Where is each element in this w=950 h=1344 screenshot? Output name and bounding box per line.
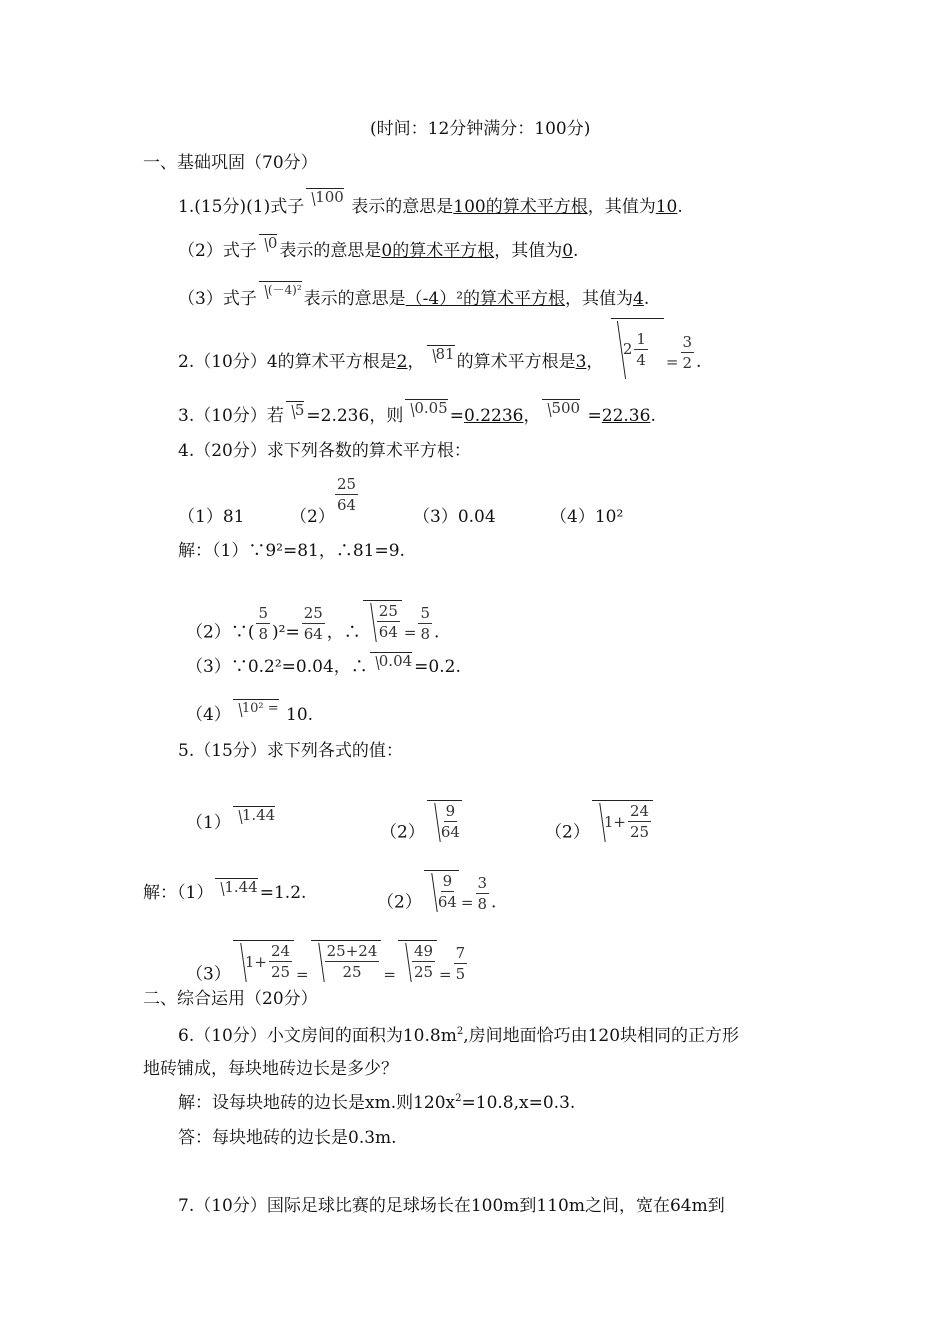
question-6-line-1 — [178, 1025, 739, 1047]
q5-solution-1 — [143, 878, 307, 904]
sqrt-symbol: 10² = — [233, 699, 279, 717]
equals: = — [383, 965, 396, 984]
fraction: $\frac{25}{64}$ — [337, 475, 357, 514]
q1-prefix: （3）式子 — [178, 289, 257, 309]
section-title-basic: 一、基础巩固（70分） — [143, 153, 318, 173]
q3-answer-1: 0.2236 — [463, 406, 524, 426]
q1-text: 表示的意思是 — [345, 197, 454, 217]
q1-answer-meaning: 100的算术平方根 — [453, 197, 588, 217]
q2-text: 的算术平方根是 — [456, 352, 576, 372]
equals: = — [449, 406, 464, 426]
sqrt-symbol: 5 — [286, 401, 305, 419]
sqrt-fraction: $\frac{9}{64}$ — [427, 800, 462, 842]
equals: = — [296, 965, 309, 984]
q2-answer-1: 2 — [396, 352, 408, 372]
q4-text: （2）∵( — [186, 622, 255, 643]
question-1-line-1: 1.(15分)(1)式子 100 表示的意思是100的算术平方根，其值为10. — [178, 188, 683, 217]
equals: = — [460, 893, 474, 912]
question-6-solution — [178, 1092, 575, 1114]
q2-answer-2: 3 — [575, 352, 587, 372]
fraction: $\frac{25}{64}$ — [303, 603, 323, 643]
superscript: 2 — [455, 1093, 462, 1104]
page-header: (时间：12分钟满分：100分) — [370, 119, 591, 139]
question-7-line-1: 7.（10分）国际足球比赛的足球场长在100m到110m之间，宽在64m到 — [178, 1196, 725, 1216]
q4-solution-2: （2）∵( $\frac{5}{8}$ )²= $\frac{25}{64}$ ，∴ $\frac{25}{64}$ = $\frac{5}{8}$ . — [186, 602, 440, 643]
q5-text: （2） — [545, 822, 590, 843]
sqrt-fraction: $\frac{25}{64}$ — [363, 600, 402, 642]
q5-text: （2） — [380, 822, 425, 843]
q2-text: ， — [407, 352, 425, 372]
sqrt-mixed-number: 2 $\frac{1}{4}$ — [611, 318, 664, 379]
fraction: $\frac{7}{5}$ — [455, 943, 466, 983]
q1-answer-meaning: 0的算术平方根 — [381, 241, 495, 261]
q6-text: 解：设每块地砖的边长是xm.则120x — [178, 1093, 456, 1113]
sqrt-symbol: 0.04 — [370, 652, 412, 670]
q3-text: ， — [523, 406, 541, 426]
q1-text: ，其值为 — [587, 197, 656, 217]
q4-item-3: （3）0.04 — [413, 507, 496, 527]
q3-answer-2: 22.36 — [601, 406, 651, 426]
q4-text: ，∴ — [326, 622, 361, 643]
q5-text: =1.2. — [259, 883, 307, 903]
sqrt-fraction: $\frac{25+24}{25}$ — [311, 940, 382, 982]
sqrt-symbol: (－4)² — [259, 281, 302, 299]
sqrt-symbol: 1.44 — [233, 806, 275, 824]
section-title-applied: 二、综合运用（20分） — [143, 989, 318, 1009]
q1-text: ，其值为 — [565, 289, 634, 309]
sqrt-symbol: 0.05 — [405, 399, 447, 417]
q4-text: （4） — [186, 705, 231, 725]
q5-text: （3） — [186, 964, 231, 985]
fraction: $\frac{5}{8}$ — [258, 603, 268, 643]
q1-prefix: （2）式子 — [178, 241, 257, 261]
q1-answer-meaning: （-4）²的算术平方根 — [405, 289, 566, 309]
q1-prefix: 1.(15分)(1)式子 — [178, 197, 305, 217]
question-1-line-3: （3）式子 (－4)² 表示的意思是（-4）²的算术平方根，其值为4. — [178, 283, 650, 309]
q4-text: =0.2. — [414, 657, 461, 677]
q3-text: 3.（10分）若 — [178, 406, 284, 426]
q5-text: 解：（1） — [143, 883, 214, 903]
sqrt-symbol: 81 — [427, 345, 455, 363]
q5-item-2 — [380, 802, 464, 854]
equals: = — [665, 353, 679, 371]
q4-text: （3）∵0.2²=0.04，∴ — [186, 657, 368, 677]
q5-solution-2: （2） $\frac{9}{64}$ = $\frac{3}{8}$ . — [377, 872, 497, 913]
q4-text: )²= — [272, 622, 300, 643]
sqrt-expression: 1+ $\frac{24}{25}$ — [233, 940, 294, 982]
q6-text: =10.8,x=0.3. — [461, 1093, 576, 1113]
sqrt-expression: 1+ $\frac{24}{25}$ — [592, 800, 653, 842]
superscript: 2 — [456, 1026, 464, 1037]
q4-solution-1: 解：（1）∵9²=81，∴81=9. — [178, 541, 405, 561]
question-1-line-2: （2）式子 0 表示的意思是0的算术平方根，其值为0. — [178, 234, 579, 261]
question-4-title: 4.（20分）求下列各数的算术平方根： — [178, 441, 471, 461]
q4-item-1: （1）81 — [178, 507, 245, 527]
q6-text: ,房间地面恰巧由120块相同的正方形 — [463, 1026, 740, 1046]
q2-text: ， — [586, 352, 604, 372]
fraction: $\frac{5}{8}$ — [420, 603, 431, 643]
question-6-line-2: 地砖铺成，每块地砖边长是多少？ — [143, 1059, 398, 1079]
sqrt-symbol: 500 — [542, 399, 580, 417]
q1-answer-value: 0 — [562, 241, 574, 261]
sqrt-fraction: $\frac{9}{64}$ — [424, 870, 459, 912]
sqrt-symbol: 0 — [259, 234, 278, 252]
q5-text: （2） — [377, 892, 422, 913]
q2-text: 2.（10分）4的算术平方根是 — [178, 352, 397, 372]
fraction: $\frac{3}{8}$ — [477, 873, 488, 913]
q5-item-1 — [186, 806, 277, 834]
sqrt-fraction: $\frac{49}{25}$ — [398, 940, 437, 982]
q1-answer-value: 4 — [633, 289, 644, 309]
equals: = — [439, 965, 452, 984]
q1-text: ，其值为 — [494, 241, 563, 261]
question-5-title: 5.（15分）求下列各式的值： — [178, 741, 403, 761]
q5-item-3 — [545, 802, 655, 854]
q5-text: （1） — [186, 813, 231, 833]
q4-text: 10. — [286, 705, 314, 725]
equals: = — [403, 623, 417, 642]
q4-item-4: （4）10² — [550, 507, 624, 527]
q6-text: 6.（10分）小文房间的面积为10.8m — [178, 1026, 457, 1046]
q4-solution-4 — [186, 701, 314, 726]
q1-answer-value: 10 — [655, 197, 678, 217]
question-3: 3.（10分）若 5 =2.236，则 0.05 =0.2236， 500 =22.36. — [178, 399, 656, 426]
equals: = — [587, 406, 602, 426]
q3-text: =2.236，则 — [306, 406, 404, 426]
q4-solution-3 — [186, 652, 461, 678]
question-6-answer: 答：每块地砖的边长是0.3m. — [178, 1128, 397, 1148]
q1-text: 表示的意思是 — [303, 289, 406, 309]
fraction: $\frac{3}{2}$ — [682, 333, 693, 372]
q1-text: 表示的意思是 — [279, 241, 382, 261]
question-2: 2.（10分）4的算术平方根是2， 81 的算术平方根是3， 2 $\frac{1}{4}$ = $\frac{3}{2}$ . — [178, 332, 701, 393]
sqrt-symbol: 1.44 — [215, 878, 257, 896]
sqrt-symbol: 100 — [306, 188, 344, 206]
q4-item-2: （2） — [290, 507, 335, 527]
